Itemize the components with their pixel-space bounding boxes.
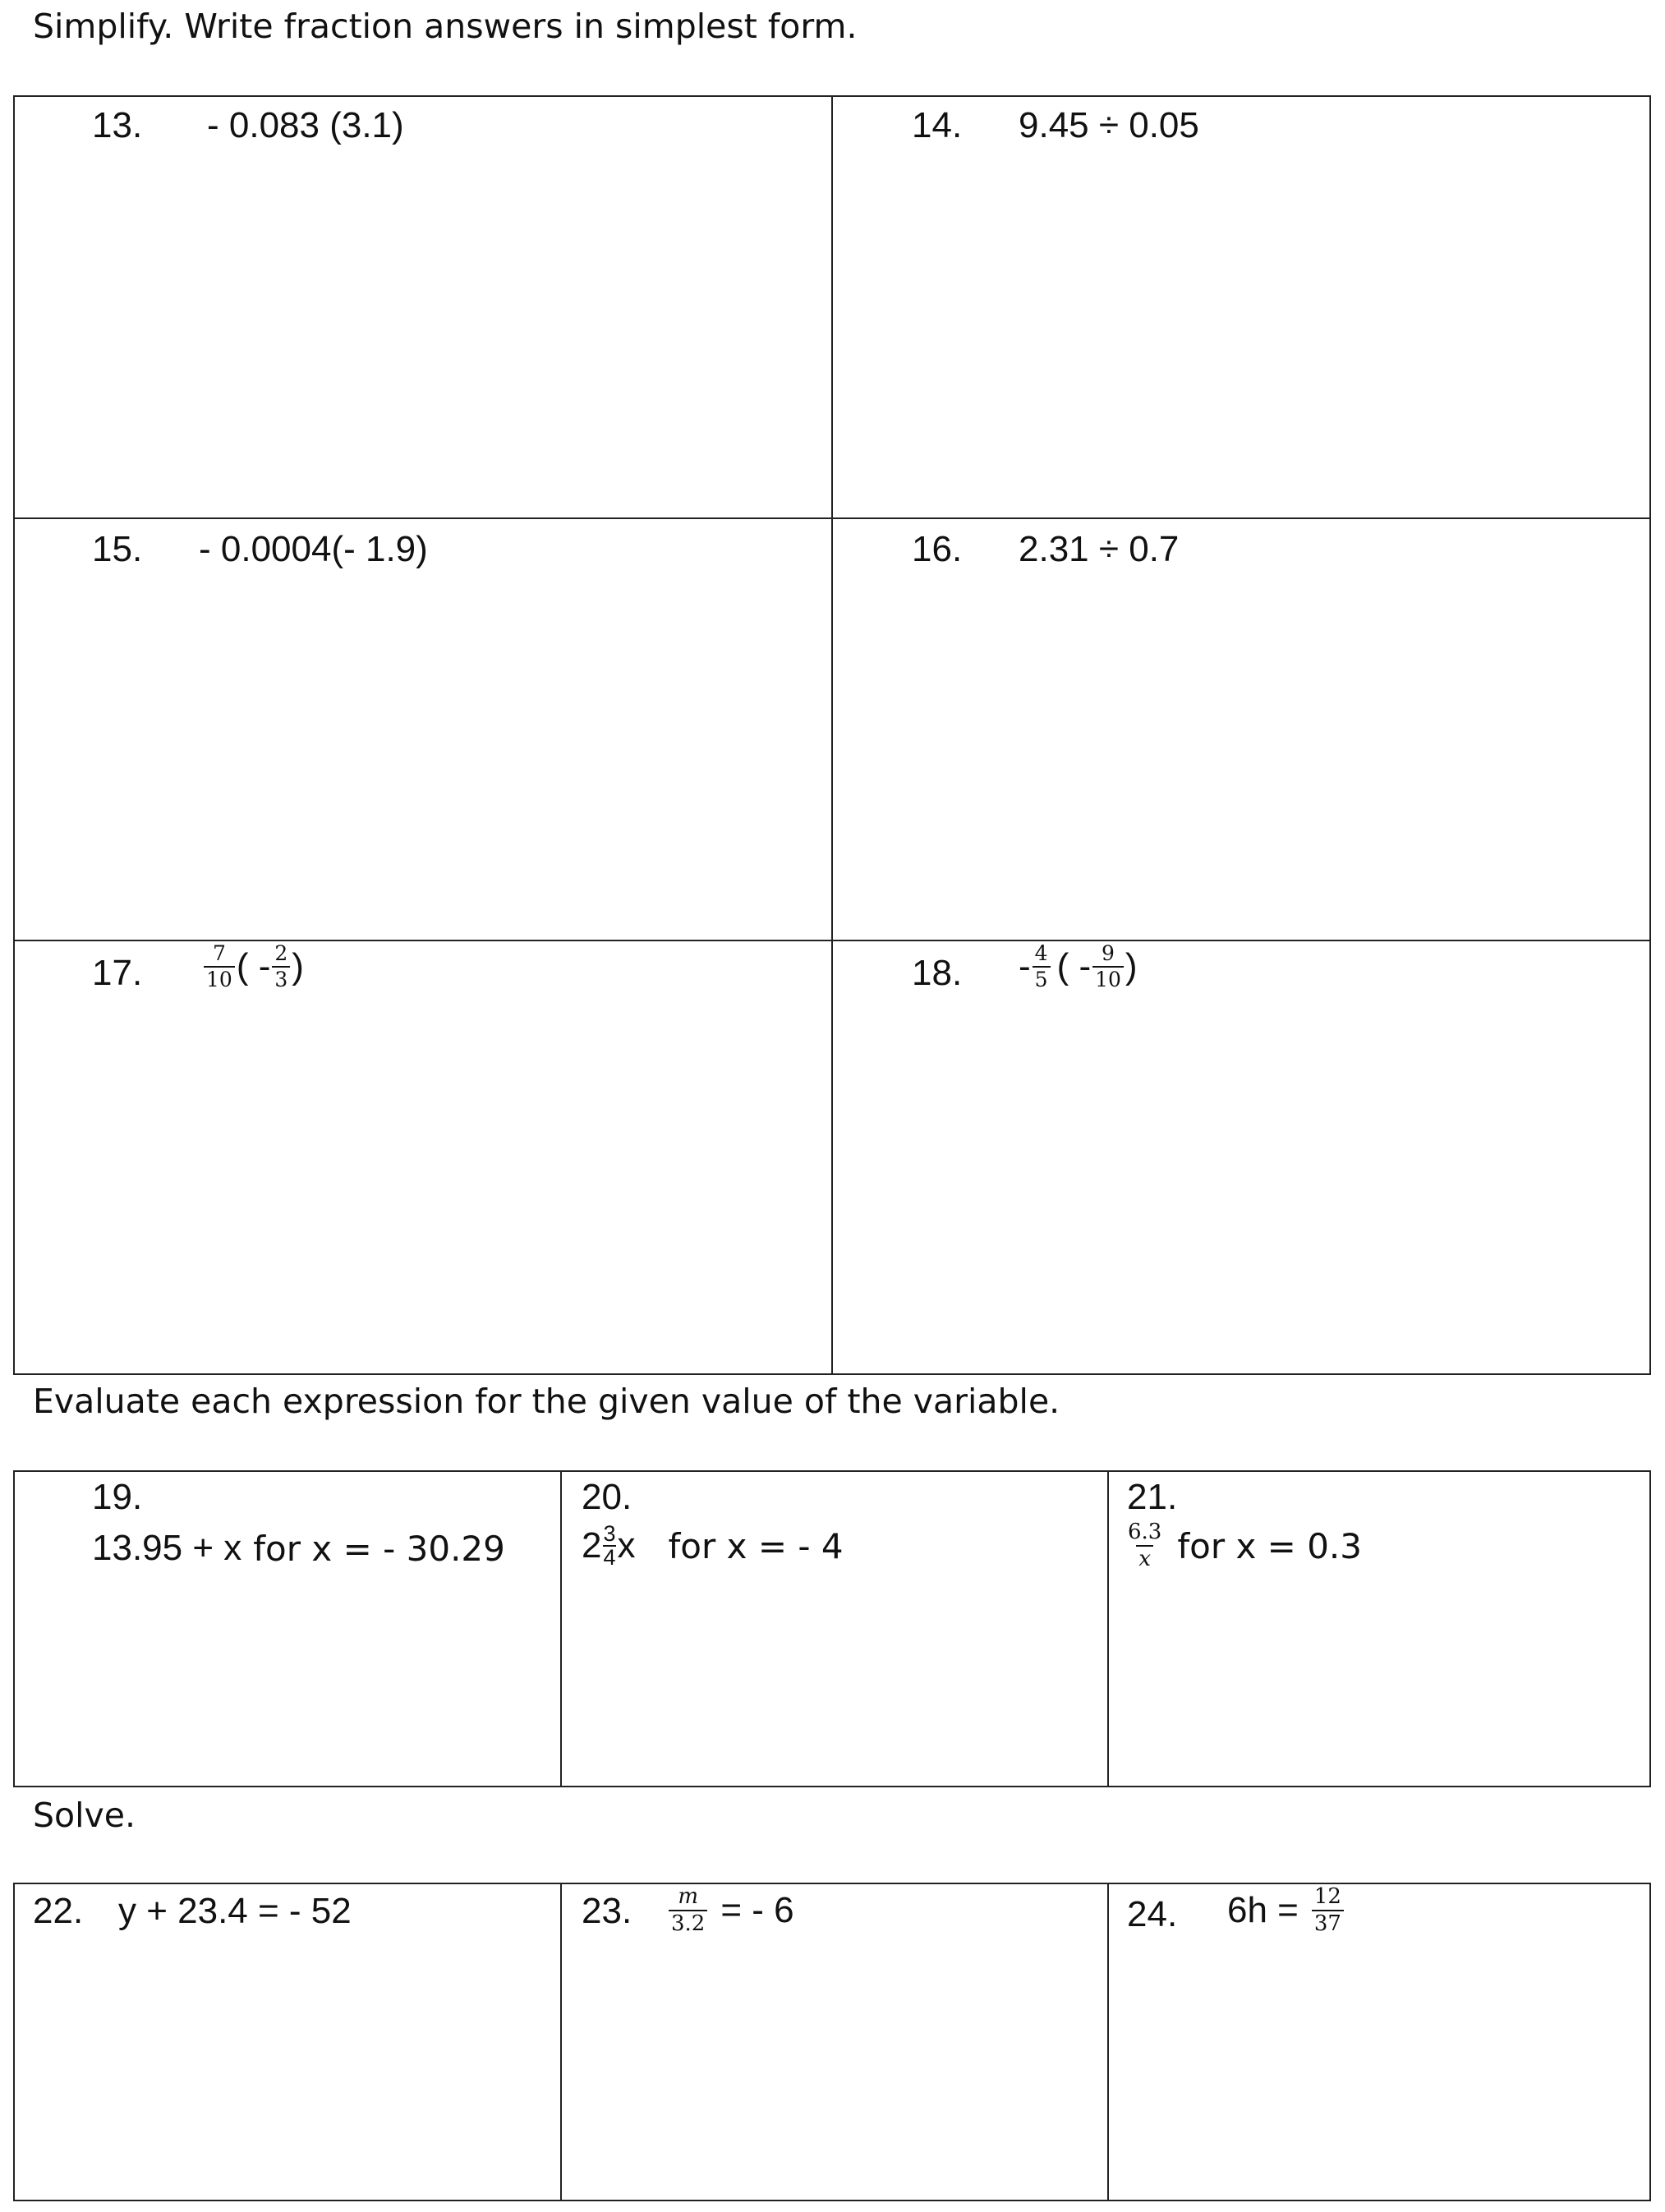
fraction: [1092, 943, 1124, 991]
fraction: [669, 1886, 707, 1936]
problem-number: 22.: [33, 1891, 84, 1931]
numerator: m: [678, 1884, 698, 1909]
problem-expression: 9.45 ÷ 0.05: [1019, 105, 1199, 145]
expression-end: ): [1125, 946, 1138, 987]
problem-number: 18.: [912, 953, 963, 993]
expression: 13.95 + x: [92, 1528, 242, 1568]
problem-24-cell: [1108, 1883, 1650, 2201]
numerator: 12: [1313, 1884, 1341, 1909]
problem-expression: [582, 1523, 844, 1569]
problem-number: 24.: [1127, 1894, 1178, 1934]
problem-20-cell: [561, 1471, 1108, 1787]
problem-23-cell: [561, 1883, 1108, 2201]
problem-expression: [92, 1528, 505, 1569]
numerator: 2: [274, 941, 288, 965]
denominator: 3.2: [669, 1910, 707, 1935]
denominator: 3: [272, 966, 290, 991]
numerator: 6.3: [1128, 1520, 1162, 1544]
condition: for x = 0.3: [1177, 1525, 1363, 1566]
problem-17-cell: [14, 940, 832, 1374]
expression-rest: = - 6: [720, 1890, 794, 1931]
expression-end: ): [292, 946, 304, 987]
solve-instruction: Solve.: [33, 1796, 136, 1835]
denominator: 37: [1312, 1910, 1344, 1935]
numerator: 4: [1034, 941, 1048, 965]
simplify-instruction: Simplify. Write fraction answers in simplest form.: [33, 7, 858, 46]
problem-number: 20.: [582, 1477, 632, 1517]
fraction: [1033, 943, 1051, 991]
denominator: 10: [204, 966, 235, 991]
fraction: [1312, 1886, 1344, 1936]
denominator: 4: [603, 1545, 616, 1570]
evaluate-grid: [13, 1470, 1651, 1787]
fraction: [603, 1523, 615, 1569]
problem-number: 13.: [92, 105, 143, 145]
simplify-grid: [13, 95, 1651, 1375]
problem-number: 21.: [1127, 1477, 1178, 1517]
condition: for x = - 4: [668, 1525, 844, 1566]
problem-number: 14.: [912, 105, 963, 145]
solve-grid: [13, 1883, 1651, 2201]
problem-expression: - 0.083 (3.1): [207, 105, 404, 145]
expression-lead: 6h =: [1227, 1890, 1299, 1931]
problem-16-cell: [832, 518, 1650, 940]
problem-expression: [1124, 1521, 1362, 1571]
problem-15-cell: [14, 518, 832, 940]
denominator: x: [1136, 1545, 1153, 1570]
problem-number: 23.: [582, 1891, 632, 1931]
problem-expression: 2.31 ÷ 0.7: [1019, 529, 1180, 569]
expression-lead: -: [1019, 946, 1031, 987]
fraction: [204, 943, 235, 991]
condition: for x = - 30.29: [253, 1528, 505, 1569]
problem-expression: - 0.0004(- 1.9): [199, 529, 428, 569]
problem-13-cell: [14, 96, 832, 518]
numerator: 9: [1102, 941, 1115, 965]
denominator: 5: [1033, 966, 1051, 991]
problem-21-cell: [1108, 1471, 1650, 1787]
numerator: 3: [603, 1521, 616, 1546]
whole-number: 2: [582, 1525, 602, 1566]
variable: x: [617, 1525, 636, 1566]
expression-middle: ( -: [236, 946, 271, 987]
fraction: [1125, 1521, 1164, 1571]
problem-number: 19.: [92, 1477, 143, 1517]
problem-number: 16.: [912, 529, 963, 569]
fraction: [272, 943, 290, 991]
problem-14-cell: [832, 96, 1650, 518]
evaluate-instruction: Evaluate each expression for the given value of the variable.: [33, 1382, 1060, 1421]
problem-expression: [1019, 943, 1138, 991]
problem-22-cell: [14, 1883, 561, 2201]
problem-number: 15.: [92, 529, 143, 569]
problem-expression: [1227, 1886, 1345, 1936]
problem-expression: y + 23.4 = - 52: [118, 1891, 352, 1931]
expression-middle: ( -: [1056, 946, 1092, 987]
problem-expression: [667, 1886, 794, 1936]
problem-number: 17.: [92, 953, 143, 993]
denominator: 10: [1092, 966, 1124, 991]
problem-18-cell: [832, 940, 1650, 1374]
problem-19-cell: [14, 1471, 561, 1787]
problem-expression: [202, 943, 304, 991]
numerator: 7: [212, 941, 226, 965]
